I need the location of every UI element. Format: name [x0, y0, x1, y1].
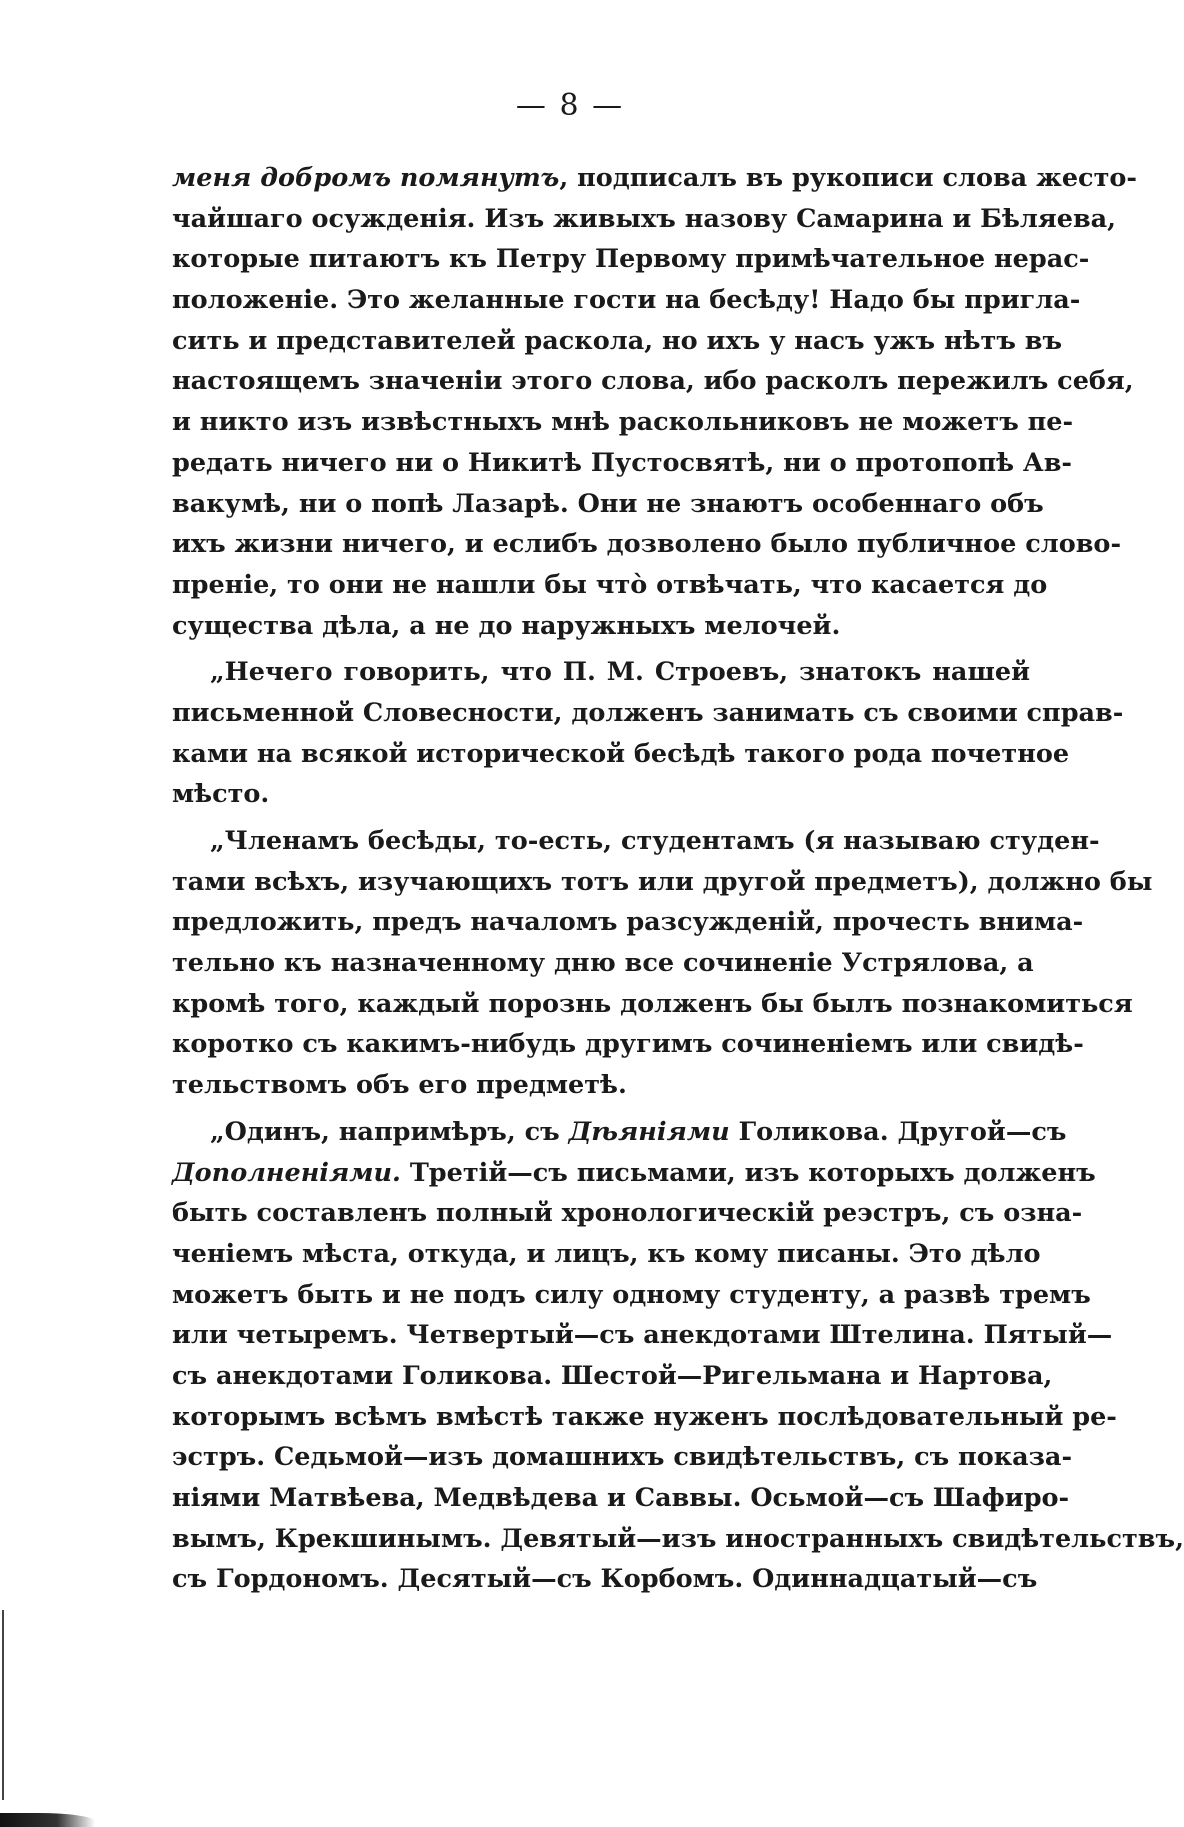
italic-text: Дѣяніями: [568, 1116, 730, 1147]
scan-edge-shadow: [0, 1813, 95, 1827]
text-line: [172, 402, 1074, 443]
line-text: „Одинъ, напримѣръ, съ: [210, 1116, 569, 1147]
line-text: которые питаютъ къ Петру Первому примѣчательное нерас-: [172, 244, 1090, 275]
italic-text: Дополненіями.: [172, 1157, 401, 1188]
text-line: [172, 158, 1137, 199]
line-text: быть составленъ полный хронологическій реэстръ, съ озна-: [172, 1198, 1083, 1229]
line-text: ніями Матвѣева, Медвѣдева и Саввы. Осьмой—съ Шафиро-: [172, 1483, 1070, 1513]
text-line: [172, 1437, 1073, 1478]
paragraph: [172, 821, 1153, 1106]
line-text: Голикова. Другой—съ: [729, 1116, 1067, 1147]
line-text: ченіемъ мѣста, откуда, и лицъ, къ кому писаны. Это дѣло: [172, 1238, 1041, 1269]
text-line: [172, 943, 1034, 984]
text-line: [172, 1193, 1083, 1234]
text-line: [172, 1234, 1041, 1275]
line-text: предложить, предъ началомъ разсужденій, прочесть внима-: [172, 907, 1084, 938]
italic-text: меня добромъ помянутъ: [172, 163, 560, 193]
text-line: [172, 524, 1122, 565]
text-line: [172, 361, 1134, 402]
text-line: [172, 1559, 1038, 1600]
scan-edge-line: [2, 1610, 4, 1800]
line-text: или четыремъ. Четвертый—съ анекдотами Штелина. Пятый—: [172, 1320, 1113, 1351]
line-text: положеніе. Это желанные гости на бесѣду! Надо бы пригла-: [172, 285, 1081, 316]
line-text: чайшаго осужденія. Изъ живыхъ назову Самарина и Бѣляева,: [172, 203, 1117, 234]
line-text: коротко съ какимъ-нибудь другимъ сочиненіемъ или свидѣ-: [172, 1029, 1084, 1060]
text-line: [172, 1478, 1070, 1519]
line-text: съ анекдотами Голикова. Шестой—Ригельмана и Нартова,: [172, 1360, 1053, 1391]
text-line: [172, 1112, 1067, 1153]
text-line: [172, 821, 1100, 862]
line-text: редать ничего ни о Никитѣ Пустосвятѣ, ни о протопопѣ Ав-: [172, 447, 1072, 478]
line-text: мѣсто.: [172, 779, 270, 810]
paragraph: [172, 1112, 1184, 1600]
line-text: съ Гордономъ. Десятый—съ Корбомъ. Одиннадцатый—съ: [172, 1564, 1038, 1595]
text-line: [172, 199, 1117, 240]
paragraph: [172, 158, 1137, 646]
text-line: [172, 443, 1072, 484]
line-text: „Членамъ бесѣды, то-есть, студентамъ (я называю студен-: [210, 826, 1100, 856]
text-line: [172, 693, 1124, 734]
line-text: преніе, то они не нашли бы чтò отвѣчать, что касается до: [172, 569, 1048, 600]
text-line: [172, 734, 1070, 775]
body-text: [172, 158, 1184, 1600]
line-text: „Нечего говорить, что П. М. Строевъ, знатокъ нашей: [210, 657, 1030, 688]
text-line: [172, 239, 1090, 280]
line-text: эстръ. Седьмой—изъ домашнихъ свидѣтельствъ, съ показа-: [172, 1442, 1073, 1473]
text-line: [172, 984, 1133, 1025]
text-line: [172, 1275, 1091, 1316]
line-text: тельствомъ объ его предметѣ.: [172, 1070, 627, 1101]
text-line: [172, 321, 1063, 362]
line-text: настоящемъ значеніи этого слова, ибо расколъ пережилъ себя,: [172, 366, 1134, 397]
text-line: [172, 902, 1084, 943]
line-text: вымъ, Крекшинымъ. Девятый—изъ иностранныхъ свидѣтельствъ,: [172, 1523, 1184, 1554]
line-text: тельно къ назначенному дню все сочиненіе Устрялова, а: [172, 948, 1034, 979]
line-text: ками на всякой исторической бесѣдѣ такого рода почетное: [172, 738, 1070, 769]
paragraph: [172, 652, 1124, 815]
line-text: ихъ жизни ничего, и еслибъ дозволено было публичное слово-: [172, 529, 1122, 560]
line-text: и никто изъ извѣстныхъ мнѣ раскольниковъ не можетъ пе-: [172, 407, 1074, 438]
line-text: Третій—съ письмами, изъ которыхъ долженъ: [400, 1157, 1096, 1188]
line-text: , подписалъ въ рукописи слова жесто-: [559, 163, 1137, 193]
line-text: тами всѣхъ, изучающихъ тотъ или другой предметъ), должно бы: [172, 866, 1153, 897]
line-text: кромѣ того, каждый порознь долженъ бы былъ познакомиться: [172, 988, 1133, 1019]
text-line: [172, 652, 1030, 693]
text-line: [172, 1065, 1030, 1106]
text-line: [172, 774, 1030, 815]
text-line: [172, 1519, 1184, 1560]
text-line: [172, 862, 1153, 903]
text-line: [172, 1315, 1113, 1356]
line-text: можетъ быть и не подъ силу одному студенту, а развѣ тремъ: [172, 1279, 1091, 1310]
line-text: сить и представителей раскола, но ихъ у насъ ужъ нѣтъ въ: [172, 325, 1063, 356]
line-text: которымъ всѣмъ вмѣстѣ также нуженъ послѣдовательный ре-: [172, 1401, 1117, 1432]
text-line: [172, 565, 1048, 606]
line-text: письменной Словесности, долженъ занимать съ своими справ-: [172, 697, 1124, 728]
text-line: [172, 1024, 1084, 1065]
text-line: [172, 1153, 1096, 1194]
text-line: [172, 1397, 1117, 1438]
text-line: [172, 606, 1030, 647]
text-line: [172, 280, 1081, 321]
page-number: — 8 —: [515, 88, 625, 123]
text-line: [172, 1356, 1053, 1397]
line-text: существа дѣла, а не до наружныхъ мелочей.: [172, 610, 841, 641]
line-text: вакумѣ, ни о попѣ Лазарѣ. Они не знаютъ особеннаго объ: [172, 488, 1044, 519]
text-line: [172, 484, 1044, 525]
